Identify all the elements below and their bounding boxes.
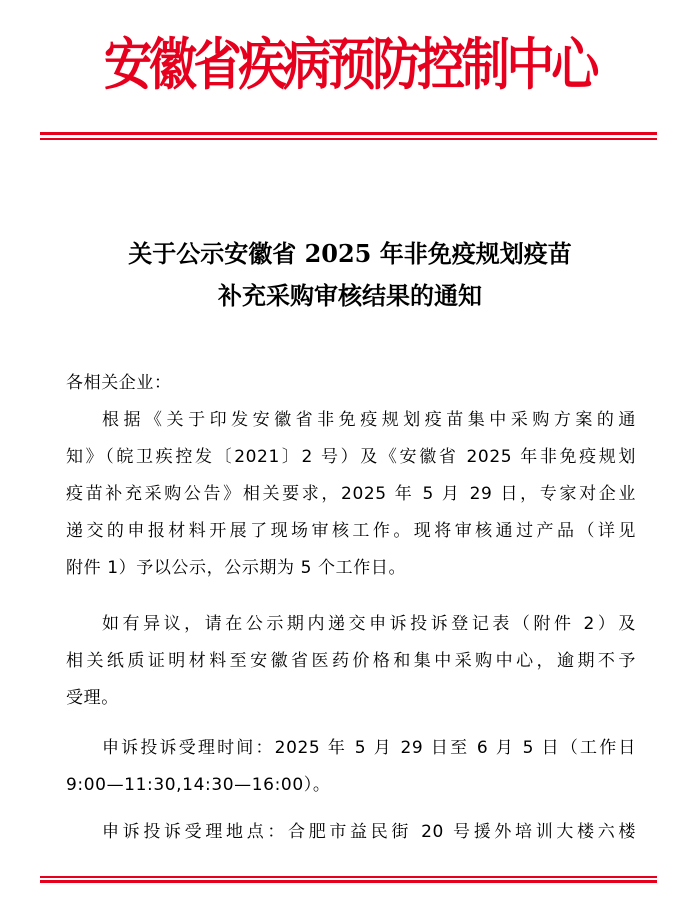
header-rule-thick <box>40 132 657 135</box>
paragraph-complaint-location <box>66 814 636 851</box>
masthead-org-name: 安徽省疾病预防控制中心 <box>104 32 596 98</box>
body-line-6: 如有异议，请在公示期内递交申诉投诉登记表（附件 2）及 <box>102 614 636 634</box>
body-line-1: 根据《关于印发安徽省非免疫规划疫苗集中采购方案的通 <box>102 410 636 430</box>
footer-rule-thin <box>40 876 657 878</box>
body-line-7: 相关纸质证明材料至安徽省医药价格和集中采购中心，逾期不予 <box>66 651 636 671</box>
body-line-11: 申诉投诉受理地点：合肥市益民街 20 号援外培训大楼六楼 <box>102 822 636 842</box>
paragraph-complaint-time <box>66 730 636 804</box>
body-line-8: 受理。 <box>66 688 119 708</box>
salutation-text: 各相关企业： <box>66 373 172 393</box>
footer-rule-thick <box>40 880 657 883</box>
notice-title-line-2: 补充采购审核结果的通知 <box>218 281 482 310</box>
body-line-9: 申诉投诉受理时间：2025 年 5 月 29 日至 6 月 5 日（工作日 <box>102 738 636 758</box>
body-line-5: 附件 1）予以公示，公示期为 5 个工作日。 <box>66 558 407 578</box>
body-line-3: 疫苗补充采购公告》相关要求，2025 年 5 月 29 日，专家对企业 <box>66 484 636 504</box>
body-line-4: 递交的申报材料开展了现场审核工作。现将审核通过产品（详见 <box>66 521 636 541</box>
paragraph-objection <box>66 606 636 717</box>
salutation <box>66 365 636 402</box>
body-line-2: 知》（皖卫疾控发〔2021〕2 号）及《安徽省 2025 年非免疫规划 <box>66 447 636 467</box>
paragraph-basis <box>66 402 636 587</box>
header-rule-thin <box>40 138 657 140</box>
notice-title-line-1: 关于公示安徽省 2025 年非免疫规划疫苗 <box>128 239 572 268</box>
body-line-10: 9:00—11:30,14:30—16:00）。 <box>66 775 331 795</box>
